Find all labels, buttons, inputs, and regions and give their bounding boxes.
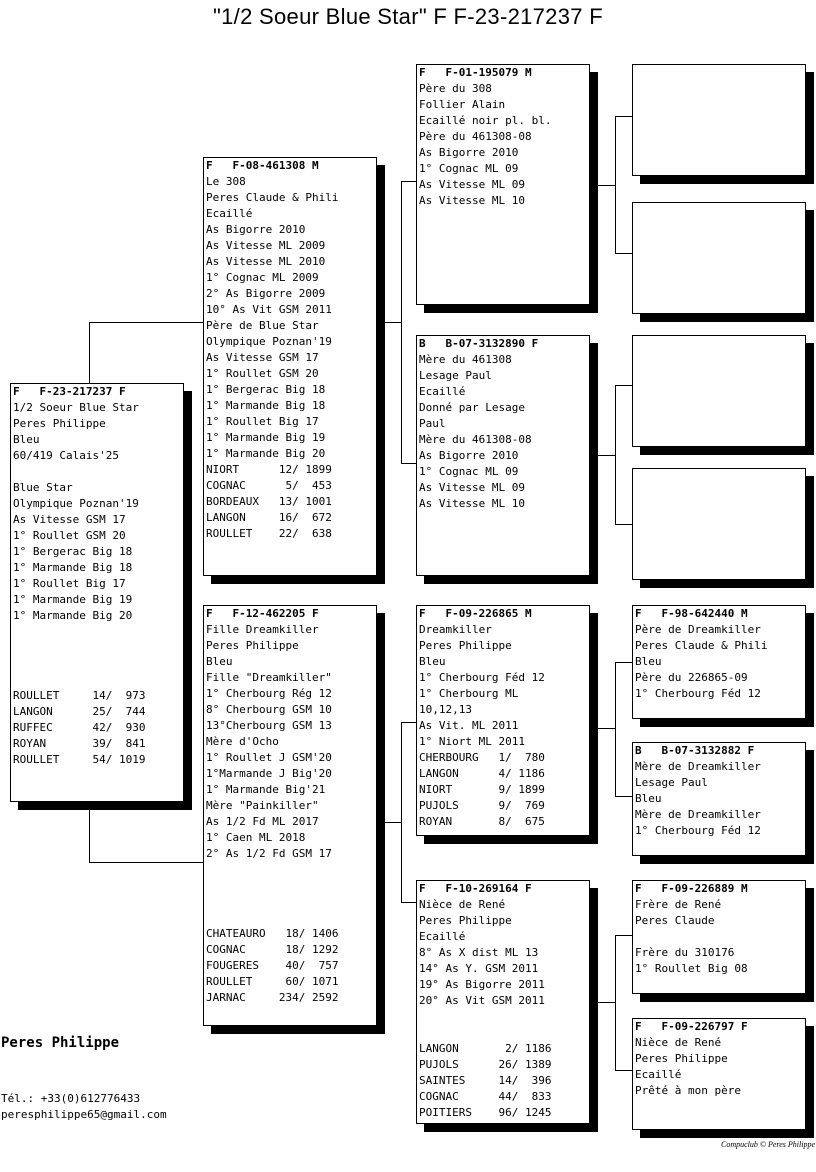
empty-ancestor-card[interactable]	[632, 202, 806, 314]
ring-number: F F-10-269164 F	[419, 882, 532, 895]
ring-number: B B-07-3132890 F	[419, 337, 539, 350]
ring-number: F F-98-642440 M	[635, 607, 748, 620]
empty-ancestor-card[interactable]	[632, 468, 806, 580]
owner-name: Peres Philippe	[1, 1035, 120, 1051]
owner-email: peresphilippe65@gmail.com	[1, 1108, 167, 1121]
owner-phone: Tél.: +33(0)612776433	[1, 1092, 141, 1105]
ring-number: B B-07-3132882 F	[635, 744, 755, 757]
ring-number: F F-12-462205 F	[206, 607, 319, 620]
ring-number: F F-23-217237 F	[13, 385, 126, 398]
empty-ancestor-card[interactable]	[632, 335, 806, 447]
subject-card[interactable]: F F-23-217237 F 1/2 Soeur Blue Star Peres Philippe Bleu 60/419 Calais'25 Blue Star Olympique Poznan'19 As Vitesse GSM 17 1° Roullet GSM 20 1° Bergerac Big 18 1° Marmande Big 18 1° Roullet Big 17 1° Marmande Big 19 1° Marmande Big 20 ROULLET 14/ 973 LANGON 25/ 744 RUFFEC 42/ 930 ROYAN 39/ 841 ROULLET 54/ 1019	[10, 383, 184, 802]
page-title: "1/2 Soeur Blue Star" F F-23-217237 F	[213, 4, 603, 29]
mother-card[interactable]: F F-12-462205 F Fille Dreamkiller Peres Philippe Bleu Fille "Dreamkiller" 1° Cherbourg Rég 12 8° Cherbourg GSM 10 13°Cherbourg GSM 13 Mère d'Ocho 1° Roullet J GSM'20 1°Marmande J Big'20 1° Marmande Big'21 Mère "Painkiller" As 1/2 Fd ML 2017 1° Caen ML 2018 2° As 1/2 Fd GSM 17 CHATEAURO 18/ 1406 COGNAC 18/ 1292 FOUGERES 40/ 757 ROULLET 60/ 1071 JARNAC 234/ 2592	[203, 605, 377, 1026]
great-grandmother-mm-card[interactable]: F F-09-226797 F Nièce de René Peres Philippe Ecaillé Prêté à mon père	[632, 1018, 806, 1130]
grandmother-maternal-card[interactable]: F F-10-269164 F Nièce de René Peres Philippe Ecaillé 8° As X dist ML 13 14° As Y. GSM 2011 19° As Bigorre 2011 20° As Vit GSM 2011 LANGON 2/ 1186 PUJOLS 26/ 1389 SAINTES 14/ 396 COGNAC 44/ 833 POITIERS 96/ 1245	[416, 880, 590, 1124]
great-grandfather-mm-card[interactable]: F F-09-226889 M Frère de René Peres Claude Frère du 310176 1° Roullet Big 08	[632, 880, 806, 994]
great-grandmother-mf-card[interactable]: B B-07-3132882 F Mère de Dreamkiller Lesage Paul Bleu Mère de Dreamkiller 1° Cherbourg Féd 12	[632, 742, 806, 856]
empty-ancestor-card[interactable]	[632, 64, 806, 176]
ring-number: F F-09-226797 F	[635, 1020, 748, 1033]
ring-number: F F-09-226889 M	[635, 882, 748, 895]
grandmother-paternal-card[interactable]: B B-07-3132890 F Mère du 461308 Lesage Paul Ecaillé Donné par Lesage Paul Mère du 461308-08 As Bigorre 2010 1° Cognac ML 09 As Vitesse ML 09 As Vitesse ML 10	[416, 335, 590, 576]
ring-number: F F-09-226865 M	[419, 607, 532, 620]
footer-credit: Compuclub © Peres Philippe	[721, 1140, 815, 1149]
grandfather-maternal-card[interactable]: F F-09-226865 M Dreamkiller Peres Philippe Bleu 1° Cherbourg Féd 12 1° Cherbourg ML 10,12,13 As Vit. ML 2011 1° Niort ML 2011 CHERBOURG 1/ 780 LANGON 4/ 1186 NIORT 9/ 1899 PUJOLS 9/ 769 ROYAN 8/ 675	[416, 605, 590, 836]
father-card[interactable]: F F-08-461308 M Le 308 Peres Claude & Phili Ecaillé As Bigorre 2010 As Vitesse ML 2009 As Vitesse ML 2010 1° Cognac ML 2009 2° As Bigorre 2009 10° As Vit GSM 2011 Père de Blue Star Olympique Poznan'19 As Vitesse GSM 17 1° Roullet GSM 20 1° Bergerac Big 18 1° Marmande Big 18 1° Roullet Big 17 1° Marmande Big 19 1° Marmande Big 20 NIORT 12/ 1899 COGNAC 5/ 453 BORDEAUX 13/ 1001 LANGON 16/ 672 ROULLET 22/ 638	[203, 157, 377, 576]
ring-number: F F-01-195079 M	[419, 66, 532, 79]
great-grandfather-mf-card[interactable]: F F-98-642440 M Père de Dreamkiller Peres Claude & Phili Bleu Père du 226865-09 1° Cherbourg Féd 12	[632, 605, 806, 719]
grandfather-paternal-card[interactable]: F F-01-195079 M Père du 308 Follier Alain Ecaillé noir pl. bl. Père du 461308-08 As Bigorre 2010 1° Cognac ML 09 As Vitesse ML 09 As Vitesse ML 10	[416, 64, 590, 305]
ring-number: F F-08-461308 M	[206, 159, 319, 172]
